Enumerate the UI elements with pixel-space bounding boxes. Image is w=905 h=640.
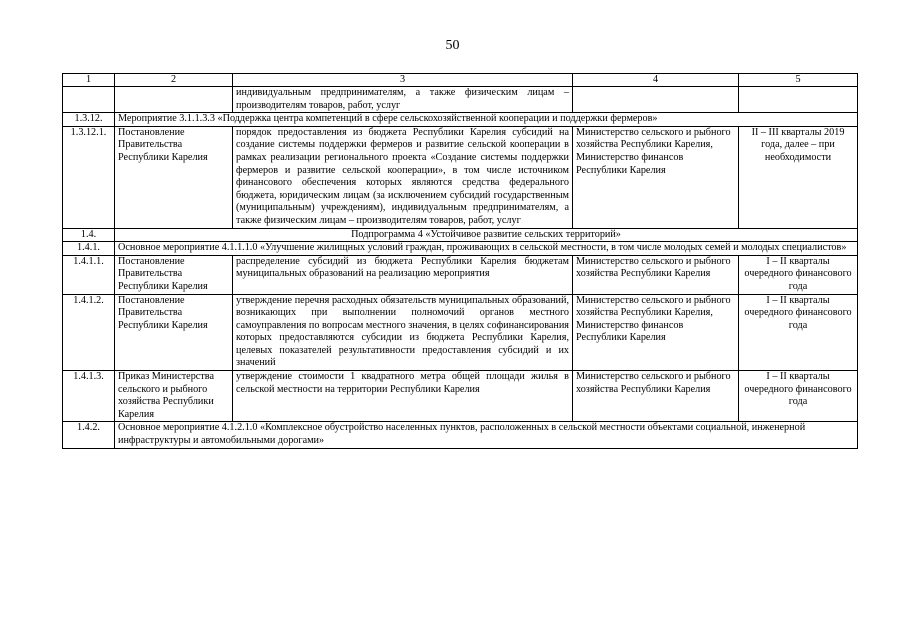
deadline-cell: I – II кварталы очередного финансового года [739,255,858,294]
row-number: 1.4.1.3. [63,371,115,422]
deadline-cell: I – II кварталы очередного финансового года [739,294,858,371]
content-cell: распределение субсидий из бюджета Республики Карелия бюджетам муниципальных образований на реализацию мероприятия [233,255,573,294]
section-row [63,113,858,127]
table-row [63,126,858,228]
row-number: 1.4.1.1. [63,255,115,294]
content-cell: индивидуальным предпринимателям, а также физическим лицам – производителям товаров, работ, услуг [233,87,573,113]
table-row [63,371,858,422]
responsible-cell: Министерство сельского и рыбного хозяйства Республики Карелия, Министерство финансов Республики Карелия [573,294,739,371]
content-cell: порядок предоставления из бюджета Республики Карелия субсидий на создание системы поддержки фермеров и развитие сельской кооперации в рамках реализации регионального проекта «Создание системы поддержки фермеров и развитие сельской кооперации», в том числе источником финансового обеспечения которых являются средства федерального бюджета, юридическим лицам (за исключением субсидий государственным (муниципальным) учреждениям), индивидуальным предпринимателям, а также физическим лицам – производителям товаров, работ, услуг [233,126,573,228]
deadline-cell: II – III кварталы 2019 года, далее – при необходимости [739,126,858,228]
row-number: 1.3.12. [63,113,115,127]
column-header: 5 [739,74,858,87]
row-number-cell [63,87,115,113]
section-title: Мероприятие 3.1.1.3.3 «Поддержка центра компетенций в сфере сельскохозяйственной кооперации и поддержки фермеров» [115,113,858,127]
document-type-cell: Постановление Правительства Республики Карелия [115,255,233,294]
deadline-cell [739,87,858,113]
page-number: 50 [445,38,460,53]
document-type-cell [115,87,233,113]
measures-table [62,73,858,449]
responsible-cell [573,87,739,113]
table-row [63,255,858,294]
column-header: 1 [63,74,115,87]
row-number: 1.4.2. [63,422,115,448]
table-header-row [63,74,858,87]
document-type-cell: Постановление Правительства Республики Карелия [115,294,233,371]
section-row [63,228,858,242]
section-title: Основное мероприятие 4.1.1.1.0 «Улучшение жилищных условий граждан, проживающих в сельской местности, в том числе молодых семей и молодых специалистов» [115,242,858,256]
row-number: 1.4. [63,228,115,242]
column-header: 3 [233,74,573,87]
subprogram-title: Подпрограмма 4 «Устойчивое развитие сельских территорий» [115,228,858,242]
responsible-cell: Министерство сельского и рыбного хозяйства Республики Карелия [573,371,739,422]
content-cell: утверждение стоимости 1 квадратного метра общей площади жилья в сельской местности на территории Республики Карелия [233,371,573,422]
section-row [63,422,858,448]
row-number: 1.4.1. [63,242,115,256]
section-title: Основное мероприятие 4.1.2.1.0 «Комплексное обустройство населенных пунктов, расположенных в сельской местности объектами социальной, инженерной инфраструктуры и автомобильными дорогами» [115,422,858,448]
row-number: 1.4.1.2. [63,294,115,371]
row-number: 1.3.12.1. [63,126,115,228]
section-row [63,242,858,256]
column-header: 4 [573,74,739,87]
document-type-cell: Постановление Правительства Республики Карелия [115,126,233,228]
content-cell: утверждение перечня расходных обязательств муниципальных образований, возникающих при выполнении полномочий органов местного самоуправления по вопросам местного значения, в целях софинансирования которых предоставляются субсидии из бюджета Республики Карелия, целевых показателей результативности предоставления субсидий и их значений [233,294,573,371]
responsible-cell: Министерство сельского и рыбного хозяйства Республики Карелия [573,255,739,294]
table-row [63,294,858,371]
deadline-cell: I – II кварталы очередного финансового года [739,371,858,422]
table-row [63,87,858,113]
responsible-cell: Министерство сельского и рыбного хозяйства Республики Карелия, Министерство финансов Республики Карелия [573,126,739,228]
document-type-cell: Приказ Министерства сельского и рыбного хозяйства Республики Карелия [115,371,233,422]
column-header: 2 [115,74,233,87]
